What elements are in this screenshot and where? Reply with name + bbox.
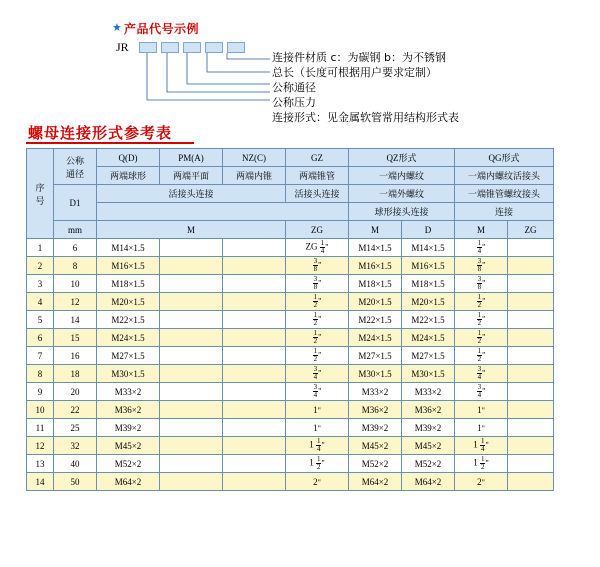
row-qz-m: M64×2 xyxy=(349,473,402,491)
row-seq: 12 xyxy=(27,437,54,455)
row-pm xyxy=(160,347,223,365)
row-qg-m: 1" xyxy=(455,419,508,437)
row-dn: 14 xyxy=(54,311,97,329)
row-nz xyxy=(223,419,286,437)
th-sub-qd: 两端球形 xyxy=(97,167,160,185)
th-unit-zg: ZG xyxy=(286,221,349,239)
row-pm xyxy=(160,437,223,455)
row-qg-zg xyxy=(508,239,554,257)
row-qz-m: M22×1.5 xyxy=(349,311,402,329)
th-union-connect-gz: 活接头连接 xyxy=(286,185,349,203)
row-gz: 1" xyxy=(286,419,349,437)
table-row xyxy=(27,401,554,419)
row-gz: $\frac{1}{2}$ " xyxy=(286,311,349,329)
row-seq: 13 xyxy=(27,455,54,473)
row-qg-m: 1 $\frac{1}{4}$ " xyxy=(455,437,508,455)
row-qz-d: M14×1.5 xyxy=(402,239,455,257)
th-sub-gz: 两端锥管 xyxy=(286,167,349,185)
row-dn: 12 xyxy=(54,293,97,311)
row-qg-m: $\frac{1}{2}$ " xyxy=(455,329,508,347)
row-nz xyxy=(223,383,286,401)
row-qg-m: $\frac{1}{2}$ " xyxy=(455,293,508,311)
row-qd: M52×2 xyxy=(97,455,160,473)
th-unit-qg-zg: ZG xyxy=(508,221,554,239)
row-seq: 6 xyxy=(27,329,54,347)
row-pm xyxy=(160,401,223,419)
row-seq: 10 xyxy=(27,401,54,419)
row-qz-m: M20×1.5 xyxy=(349,293,402,311)
row-qd: M14×1.5 xyxy=(97,239,160,257)
row-dn: 22 xyxy=(54,401,97,419)
row-qd: M64×2 xyxy=(97,473,160,491)
th-taper-thread-joint: 一端锥管螺纹接头 xyxy=(455,185,554,203)
row-gz: $\frac{3}{4}$ " xyxy=(286,383,349,401)
row-seq: 11 xyxy=(27,419,54,437)
row-gz: $\frac{3}{8}$ " xyxy=(286,275,349,293)
section-underline xyxy=(26,142,194,144)
th-unit-m: M xyxy=(97,221,286,239)
row-qg-m: $\frac{3}{8}$ " xyxy=(455,257,508,275)
table-row xyxy=(27,329,554,347)
row-nz xyxy=(223,401,286,419)
row-qz-d: M52×2 xyxy=(402,455,455,473)
legend-item-4: 连接形式：见金属软管常用结构形式表 xyxy=(272,111,459,124)
row-pm xyxy=(160,311,223,329)
row-gz: $\frac{3}{8}$ " xyxy=(286,257,349,275)
row-nz xyxy=(223,275,286,293)
row-qz-m: M14×1.5 xyxy=(349,239,402,257)
th-qg-connect: 连接 xyxy=(455,203,554,221)
row-pm xyxy=(160,419,223,437)
th-unit-mm: mm xyxy=(54,221,97,239)
row-qz-d: M27×1.5 xyxy=(402,347,455,365)
table-head-row-2 xyxy=(27,167,554,185)
row-qg-m: $\frac{1}{2}$ " xyxy=(455,347,508,365)
row-pm xyxy=(160,275,223,293)
th-sub-nz: 两端内锥 xyxy=(223,167,286,185)
table-head-row-5 xyxy=(27,221,554,239)
row-pm xyxy=(160,365,223,383)
th-dn xyxy=(54,149,97,185)
th-blank-left xyxy=(97,203,349,221)
row-qg-m: $\frac{1}{4}$ " xyxy=(455,239,508,257)
row-qz-m: M52×2 xyxy=(349,455,402,473)
row-dn: 15 xyxy=(54,329,97,347)
row-qd: M16×1.5 xyxy=(97,257,160,275)
row-dn: 10 xyxy=(54,275,97,293)
row-seq: 9 xyxy=(27,383,54,401)
th-group-qd: Q(D) xyxy=(97,149,160,167)
product-code-example xyxy=(0,0,600,124)
table-row xyxy=(27,383,554,401)
table-row xyxy=(27,257,554,275)
row-qg-zg xyxy=(508,311,554,329)
table-body xyxy=(27,239,554,491)
row-qd: M20×1.5 xyxy=(97,293,160,311)
row-qd: M27×1.5 xyxy=(97,347,160,365)
th-unit-qz-d: D xyxy=(402,221,455,239)
row-qg-zg xyxy=(508,275,554,293)
th-group-pm: PM(A) xyxy=(160,149,223,167)
row-seq: 2 xyxy=(27,257,54,275)
th-seq-line2: 号 xyxy=(35,195,45,206)
row-seq: 14 xyxy=(27,473,54,491)
row-seq: 1 xyxy=(27,239,54,257)
row-qz-d: M24×1.5 xyxy=(402,329,455,347)
row-qd: M45×2 xyxy=(97,437,160,455)
th-sub-pm: 两端平面 xyxy=(160,167,223,185)
row-gz: 1 $\frac{1}{2}$ " xyxy=(286,455,349,473)
row-gz: ZG $\frac{1}{4}$ " xyxy=(286,239,349,257)
row-qg-m: $\frac{3}{8}$ " xyxy=(455,275,508,293)
legend-item-0: 连接件材质 c：为碳钢 b：为不锈钢 xyxy=(272,51,447,64)
row-seq: 7 xyxy=(27,347,54,365)
row-qz-m: M33×2 xyxy=(349,383,402,401)
row-dn: 20 xyxy=(54,383,97,401)
row-qg-zg xyxy=(508,329,554,347)
row-qz-m: M45×2 xyxy=(349,437,402,455)
row-qg-zg xyxy=(508,437,554,455)
row-pm xyxy=(160,329,223,347)
row-qg-zg xyxy=(508,365,554,383)
legend-item-2: 公称通径 xyxy=(272,81,316,94)
row-qz-m: M27×1.5 xyxy=(349,347,402,365)
row-qz-m: M24×1.5 xyxy=(349,329,402,347)
row-nz xyxy=(223,329,286,347)
th-group-nz: NZ(C) xyxy=(223,149,286,167)
row-gz: $\frac{1}{2}$ " xyxy=(286,329,349,347)
code-legend xyxy=(272,50,459,125)
row-qz-m: M30×1.5 xyxy=(349,365,402,383)
row-pm xyxy=(160,293,223,311)
th-sub-qg: 一端内螺纹活接头 xyxy=(455,167,554,185)
row-qd: M39×2 xyxy=(97,419,160,437)
row-gz: 2" xyxy=(286,473,349,491)
table-row xyxy=(27,455,554,473)
code-prefix: JR xyxy=(116,40,129,54)
th-inner-thread: 一端外螺纹 xyxy=(349,185,455,203)
row-pm xyxy=(160,383,223,401)
row-qz-m: M39×2 xyxy=(349,419,402,437)
row-dn: 6 xyxy=(54,239,97,257)
table-row xyxy=(27,275,554,293)
row-nz xyxy=(223,239,286,257)
row-gz: $\frac{1}{2}$ " xyxy=(286,347,349,365)
row-gz: $\frac{3}{4}$ " xyxy=(286,365,349,383)
row-pm xyxy=(160,473,223,491)
row-qg-m: 2" xyxy=(455,473,508,491)
row-seq: 8 xyxy=(27,365,54,383)
table-row xyxy=(27,437,554,455)
row-qz-d: M22×1.5 xyxy=(402,311,455,329)
row-qz-m: M16×1.5 xyxy=(349,257,402,275)
th-unit-qg-m: M xyxy=(455,221,508,239)
table-row xyxy=(27,419,554,437)
star-icon: ★ xyxy=(112,21,122,34)
table-row xyxy=(27,365,554,383)
table-head-row-1 xyxy=(27,149,554,167)
th-seq-line1: 序 xyxy=(35,182,45,193)
table-row xyxy=(27,293,554,311)
th-group-qz: QZ形式 xyxy=(349,149,455,167)
table-head xyxy=(27,149,554,239)
row-qz-d: M18×1.5 xyxy=(402,275,455,293)
row-dn: 40 xyxy=(54,455,97,473)
row-qg-zg xyxy=(508,401,554,419)
row-qd: M22×1.5 xyxy=(97,311,160,329)
row-gz: 1" xyxy=(286,401,349,419)
row-qg-m: $\frac{3}{4}$ " xyxy=(455,365,508,383)
row-dn: 25 xyxy=(54,419,97,437)
th-d1: D1 xyxy=(54,185,97,221)
row-qd: M30×1.5 xyxy=(97,365,160,383)
row-dn: 50 xyxy=(54,473,97,491)
row-qg-zg xyxy=(508,473,554,491)
row-pm xyxy=(160,239,223,257)
row-dn: 32 xyxy=(54,437,97,455)
row-qz-d: M64×2 xyxy=(402,473,455,491)
row-dn: 8 xyxy=(54,257,97,275)
table-row xyxy=(27,347,554,365)
row-nz xyxy=(223,293,286,311)
row-qg-zg xyxy=(508,455,554,473)
th-ball-joint: 球形接头连接 xyxy=(349,203,455,221)
row-dn: 16 xyxy=(54,347,97,365)
table-head-row-4 xyxy=(27,203,554,221)
th-group-gz: GZ xyxy=(286,149,349,167)
nut-connection-table xyxy=(26,148,554,491)
row-qd: M24×1.5 xyxy=(97,329,160,347)
th-sub-qz: 一端内螺纹 xyxy=(349,167,455,185)
row-qz-m: M18×1.5 xyxy=(349,275,402,293)
row-gz: 1 $\frac{1}{4}$ " xyxy=(286,437,349,455)
row-qg-zg xyxy=(508,383,554,401)
row-nz xyxy=(223,437,286,455)
th-seq xyxy=(27,149,54,239)
table-row xyxy=(27,311,554,329)
section-title: 螺母连接形式参考表 xyxy=(28,124,173,142)
row-qd: M33×2 xyxy=(97,383,160,401)
legend-item-3: 公称压力 xyxy=(272,96,316,109)
row-qz-d: M45×2 xyxy=(402,437,455,455)
row-qz-d: M36×2 xyxy=(402,401,455,419)
row-qz-d: M33×2 xyxy=(402,383,455,401)
legend-item-1: 总长（长度可根据用户要求定制） xyxy=(272,66,437,79)
row-qg-m: $\frac{3}{4}$ " xyxy=(455,383,508,401)
row-qg-m: 1 $\frac{1}{2}$ " xyxy=(455,455,508,473)
row-nz xyxy=(223,365,286,383)
row-qg-m: $\frac{1}{2}$ " xyxy=(455,311,508,329)
row-dn: 18 xyxy=(54,365,97,383)
row-nz xyxy=(223,473,286,491)
row-qz-m: M36×2 xyxy=(349,401,402,419)
row-nz xyxy=(223,347,286,365)
row-seq: 3 xyxy=(27,275,54,293)
row-qg-zg xyxy=(508,257,554,275)
row-qd: M18×1.5 xyxy=(97,275,160,293)
row-qg-zg xyxy=(508,293,554,311)
row-qz-d: M20×1.5 xyxy=(402,293,455,311)
row-qz-d: M16×1.5 xyxy=(402,257,455,275)
row-nz xyxy=(223,257,286,275)
row-nz xyxy=(223,455,286,473)
row-gz: $\frac{1}{2}$ " xyxy=(286,293,349,311)
row-qd: M36×2 xyxy=(97,401,160,419)
table-head-row-3 xyxy=(27,185,554,203)
row-qz-d: M30×1.5 xyxy=(402,365,455,383)
table-row xyxy=(27,239,554,257)
row-seq: 5 xyxy=(27,311,54,329)
row-qg-m: 1" xyxy=(455,401,508,419)
row-pm xyxy=(160,455,223,473)
th-dn-line2: 通径 xyxy=(65,168,84,179)
row-seq: 4 xyxy=(27,293,54,311)
th-unit-qz-m: M xyxy=(349,221,402,239)
row-qg-zg xyxy=(508,347,554,365)
th-group-qg: QG形式 xyxy=(455,149,554,167)
th-dn-line1: 公称 xyxy=(65,155,84,166)
row-nz xyxy=(223,311,286,329)
th-union-connect: 活接头连接 xyxy=(97,185,286,203)
row-qz-d: M39×2 xyxy=(402,419,455,437)
row-pm xyxy=(160,257,223,275)
row-qg-zg xyxy=(508,419,554,437)
code-example-title: 产品代号示例 xyxy=(124,22,200,36)
table-row xyxy=(27,473,554,491)
